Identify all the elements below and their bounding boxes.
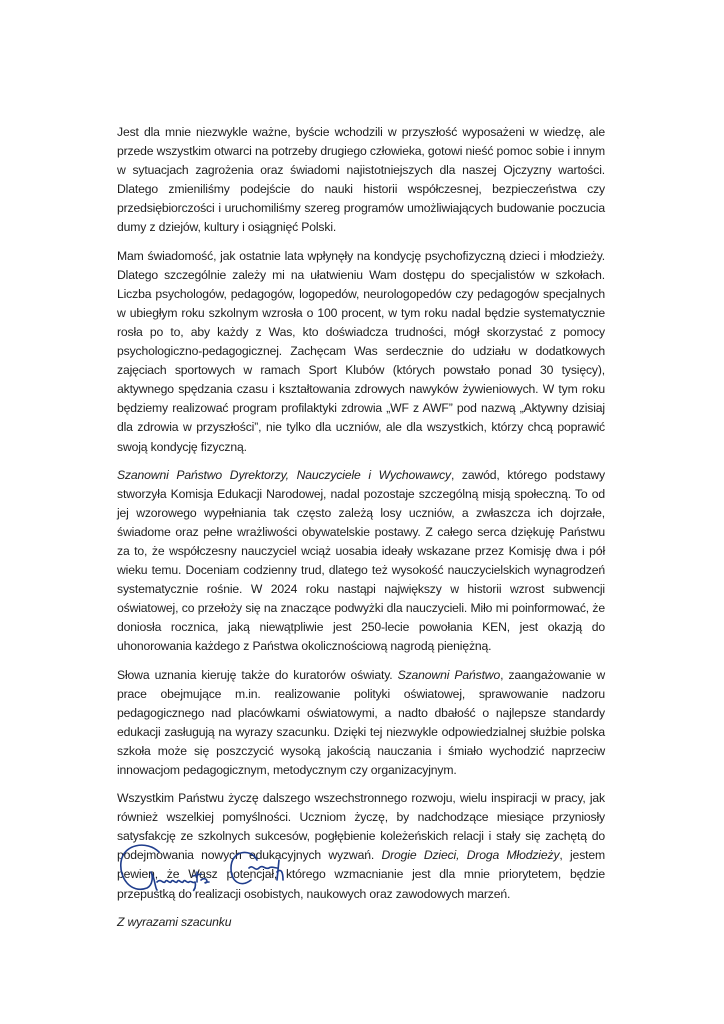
paragraph	[117, 466, 605, 657]
signature-first-name-letters	[157, 881, 195, 891]
handwritten-signature-icon	[117, 838, 317, 908]
signature-first-name-stroke	[121, 845, 159, 890]
text-segment: , zaangażowanie w prace obejmujące m.in. realizowanie polityki oświatowej, sprawowanie nadzoru pedagogicznego nad placówkami oświatowymi, a nadto dbałość o najlepsze standardy edukacji zasługują na wyrazy szacunku. Dzięki tej niezwykle odpowiedzialnej służbie polska szkoła może się poszczycić wysoką jakością nauczania i śmiało wychodzić naprzeciw innowacjom pedagogicznym, metodycznym czy organizacyjnym.	[117, 667, 606, 777]
letter-body	[117, 123, 605, 932]
signature-last-name-letters	[249, 860, 283, 880]
text-segment: , zawód, którego podstawy stworzyła Komisja Edukacji Narodowej, nadal pozostaje szczególną misją społeczną. To od jej wzorowego wypełniania tak często zależą losy uczniów, a zwłaszcza ich dojrzałe, świadome oraz pełne wrażliwości obywatelskie postawy. Z całego serca dziękuję Państwu za to, że współczesny nauczyciel wciąż uosabia ideały wskazane przez Komisję dwa i pół wieku temu. Doceniam codzienny trud, dlatego też wysokość nauczycielskich wynagrodzeń systematycznie rośnie. W 2024 roku nastąpi największy w historii wzrost subwencji oświatowej, co przełoży się na znaczące podwyżki dla nauczycieli. Miło mi poinformować, że doniosła rocznica, jaką niewątpliwie jest 250-lecie powołania KEN, jest okazją do uhonorowania każdego z Państwa okolicznościową nagrodą pieniężną.	[117, 467, 605, 654]
signature-first-name-tail	[193, 872, 209, 883]
text-segment: Mam świadomość, jak ostatnie lata wpłynęły na kondycję psychofizyczną dzieci i młodzieży. Dlatego szczególnie zależy mi na ułatwieniu Wam dostępu do specjalistów w szkołach. Liczba psychologów, pedagogów, logopedów, neurologopedów czy pedagogów specjalnych w ubiegłym roku szkolnym wzrosła o 100 procent, w tym roku nadal będzie systematycznie rosła po to, aby każdy z Was, kto doświadcza trudności, mógł skorzystać z pomocy psychologiczno-pedagogicznej. Zachęcam Was serdecznie do udziału w dodatkowych zajęciach sportowych w ramach Sport Klubów (których powstało ponad 30 tysięcy), aktywnego spędzania czasu i kształtowania zdrowych nawyków żywieniowych. W tym roku będziemy realizować program profilaktyki zdrowia „WF z AWF” pod nazwą „Aktywny dzisiaj dla zdrowia w przyszłości”, nie tylko dla uczniów, ale dla wszystkich, którzy chcą poprawić swoją kondycję fizyczną.	[117, 248, 605, 454]
paragraph	[117, 123, 605, 238]
italic-salutation: Szanowni Państwo	[397, 667, 501, 682]
text-segment: Jest dla mnie niezwykle ważne, byście wchodzili w przyszłość wyposażeni w wiedzę, ale przede wszystkim otwarci na potrzeby drugiego człowieka, gotowi nieść pomoc sobie i innym w sytuacjach zagrożenia oraz świadomi najistotniejszych dla naszej Ojczyzny wartości. Dlatego zmieniliśmy podejście do nauki historii współczesnej, bezpieczeństwa czy przedsiębiorczości i uruchomiliśmy szereg programów umożliwiających budowanie poczucia dumy z dziejów, kultury i osiągnięć Polski.	[117, 125, 605, 235]
paragraph	[117, 247, 605, 457]
italic-salutation: Szanowni Państwo Dyrektorzy, Nauczyciele i Wychowawcy	[117, 467, 451, 482]
text-segment: Wszystkim Państwu życzę dalszego wszechstronnego rozwoju, wielu inspiracji w pracy, jak również wszelkiej pomyślności. Uczniom życzę, by nadchodzące miesiące przyniosły satysfakcję ze szkolnych sukcesów, pogłębienie koleżeńskich relacji i stały się zachętą do podejmowania nowych edukacyjnych wyzwań.	[117, 791, 605, 863]
italic-salutation: Drogie Dzieci, Droga Młodzieży	[381, 848, 560, 863]
closing-phrase: Z wyrazami szacunku	[117, 914, 232, 929]
text-segment: , jestem pewien, że Wasz potencjał, którego wzmacnianie jest dla mnie priorytetem, będzie przepustką do realizacji osobistych, naukowych oraz zawodowych marzeń.	[117, 848, 605, 901]
paragraph	[117, 666, 605, 781]
text-segment: Słowa uznania kieruję także do kuratorów oświaty.	[117, 667, 398, 682]
